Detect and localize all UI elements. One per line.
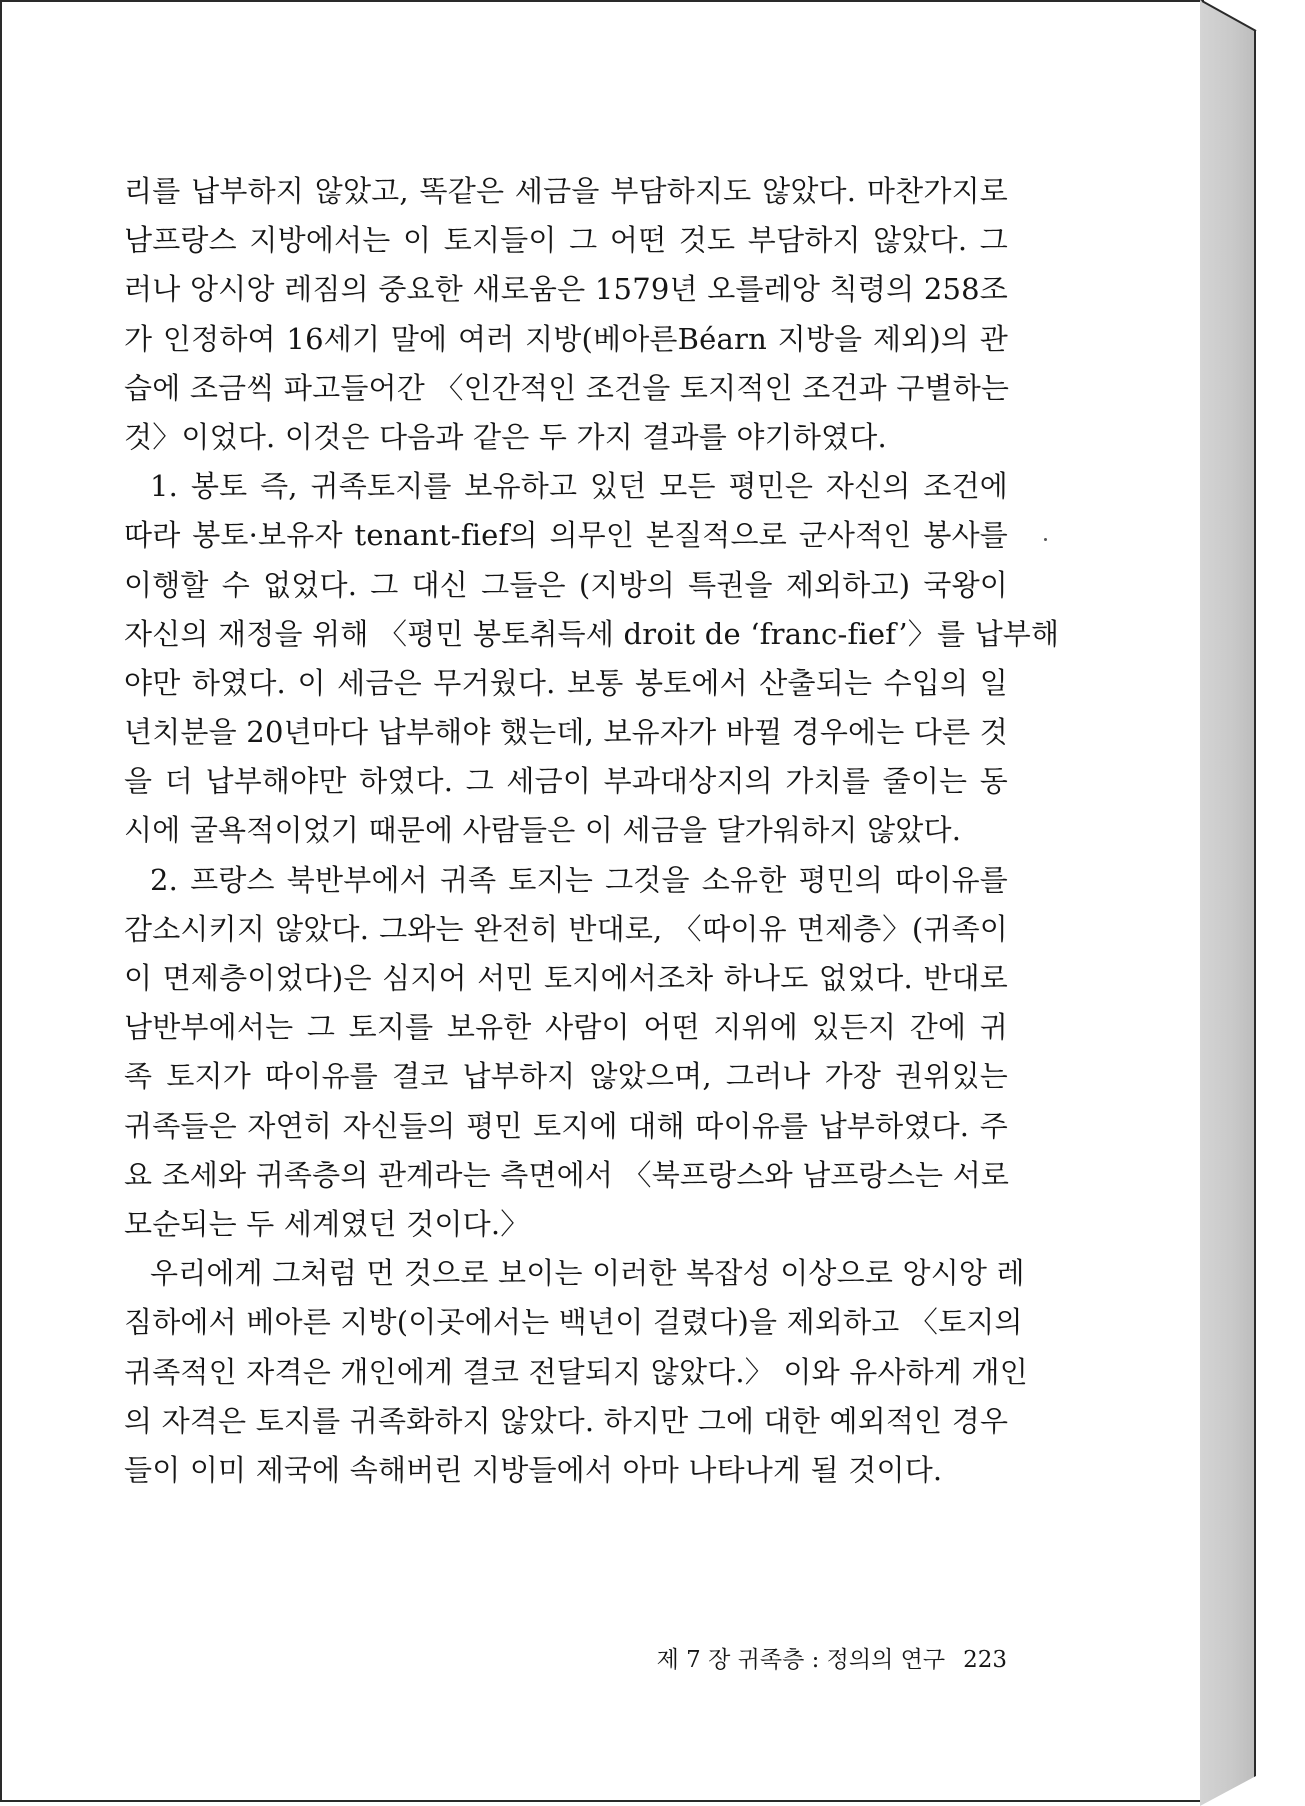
text-line: 1. 봉토 즉, 귀족토지를 보유하고 있던 모든 평민은 자신의 조건에 [150,469,1008,504]
text-line: 가 인정하여 16세기 말에 여러 지방(베아른Béarn 지방을 제외)의 관 [124,321,1008,356]
text-line: 년치분을 20년마다 납부해야 했는데, 보유자가 바뀔 경우에는 다른 것 [124,715,1008,750]
paragraph [124,856,1008,1250]
text-line: 귀족들은 자연히 자신들의 평민 토지에 대해 따이유를 납부하였다. 주 [124,1108,1008,1143]
chapter-title: 제 7 장 귀족층 : 정의의 연구 [656,1647,946,1673]
text-line: 러나 앙시앙 레짐의 중요한 새로움은 1579년 오를레앙 칙령의 258조 [124,272,1008,307]
text-line: 남프랑스 지방에서는 이 토지들이 그 어떤 것도 부담하지 않았다. 그 [124,223,1008,258]
text-line: 요 조세와 귀족층의 관계라는 측면에서 〈북프랑스와 남프랑스는 서로 [124,1157,1010,1192]
running-footer [657,1640,1007,1680]
text-line: 야만 하였다. 이 세금은 무거웠다. 보통 봉토에서 산출되는 수입의 일 [124,665,1008,700]
text-line: 리를 납부하지 않았고, 똑같은 세금을 부담하지도 않았다. 마찬가지로 [124,174,1008,208]
text-line: 따라 봉토·보유자 tenant-fief의 의무인 본질적으로 군사적인 봉사를 [124,518,1008,553]
text-line: 감소시키지 않았다. 그와는 완전히 반대로, 〈따이유 면제층〉(귀족이 [124,911,1008,946]
text-line: 이행할 수 없었다. 그 대신 그들은 (지방의 특권을 제외하고) 국왕이 [124,567,1008,602]
paragraph [124,1249,1028,1495]
text-line: 귀족적인 자격은 개인에게 결코 전달되지 않았다.〉 이와 유사하게 개인 [124,1354,1028,1389]
scan-speck [1044,538,1047,541]
body-text [124,167,1060,1495]
text-line: 습에 조금씩 파고들어간 〈인간적인 조건을 토지적인 조건과 구별하는 [124,370,1010,405]
text-line: 2. 프랑스 북반부에서 귀족 토지는 그것을 소유한 평민의 따이유를 [150,862,1008,897]
page-edge-outline [1200,0,1258,32]
text-line: 자신의 재정을 위해 〈평민 봉토취득세 droit de ‘franc-fief’〉를 납부해 [124,616,1060,651]
text-line: 이 면제층이었다)은 심지어 서민 토지에서조차 하나도 없었다. 반대로 [124,961,1008,995]
page-edge-shading [1200,0,1256,1806]
page-number: 223 [963,1647,1007,1673]
paragraph [124,462,1060,856]
text-line: 짐하에서 베아른 지방(이곳에서는 백년이 걸렸다)을 제외하고 〈토지의 [124,1305,1023,1340]
text-line: 을 더 납부해야만 하였다. 그 세금이 부과대상지의 가치를 줄이는 동 [124,764,1008,799]
text-line: 족 토지가 따이유를 결코 납부하지 않았으며, 그러나 가장 권위있는 [124,1059,1008,1094]
text-line: 시에 굴욕적이었기 때문에 사람들은 이 세금을 달가워하지 않았다. [124,813,962,848]
text-line: 모순되는 두 세계였던 것이다.〉 [124,1206,530,1241]
text-line: 남반부에서는 그 토지를 보유한 사람이 어떤 지위에 있든지 간에 귀 [124,1010,1008,1045]
text-line: 들이 이미 제국에 속해버린 지방들에서 아마 나타나게 될 것이다. [124,1452,943,1487]
text-line: 우리에게 그처럼 먼 것으로 보이는 이러한 복잡성 이상으로 앙시앙 레 [150,1256,1025,1291]
text-line: 의 자격은 토지를 귀족화하지 않았다. 하지만 그에 대한 예외적인 경우 [124,1403,1009,1438]
text-line: 것〉이었다. 이것은 다음과 같은 두 가지 결과를 야기하였다. [124,419,887,454]
paragraph [124,167,1008,462]
